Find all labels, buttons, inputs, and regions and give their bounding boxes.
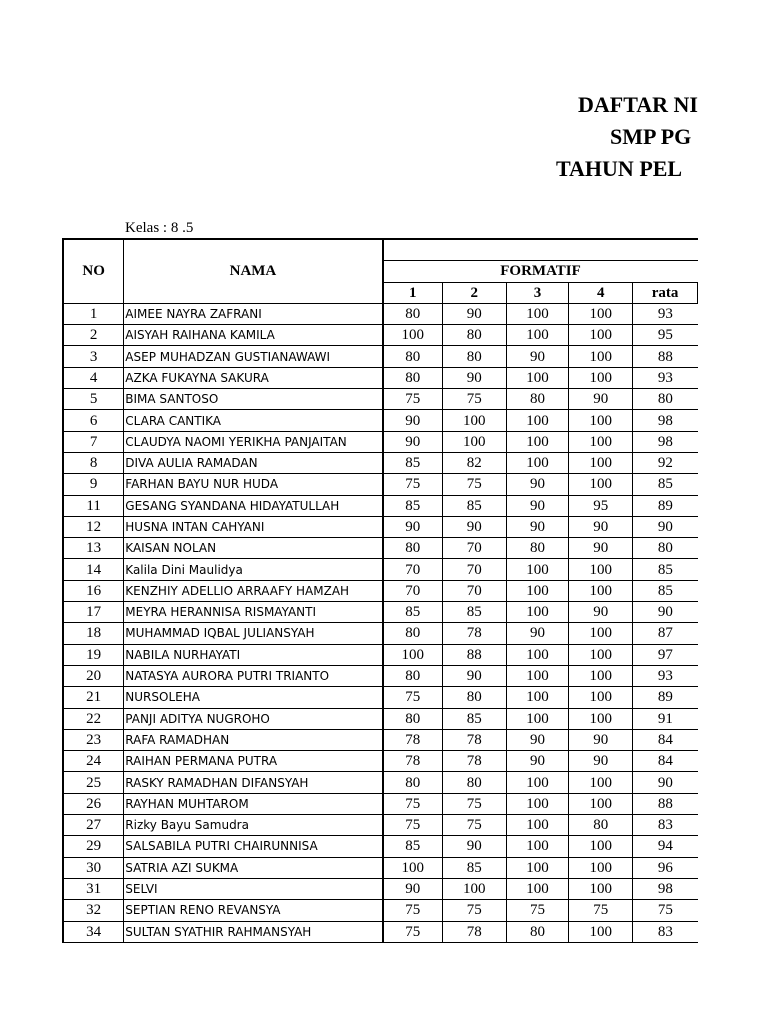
- cell-no: 29: [63, 836, 124, 857]
- cell-formatif-2: 85: [442, 857, 506, 878]
- table-row: [63, 538, 698, 559]
- header-sub-formatif-2: 2: [442, 282, 506, 303]
- cell-formatif-2: 90: [442, 367, 506, 388]
- cell-no: 4: [63, 367, 124, 388]
- cell-formatif-3: 100: [506, 431, 569, 452]
- cell-rata: 93: [633, 303, 698, 324]
- cell-formatif-2: 85: [442, 708, 506, 729]
- cell-formatif-2: 80: [442, 325, 506, 346]
- cell-formatif-1: 85: [383, 452, 443, 473]
- cell-formatif-1: 75: [383, 474, 443, 495]
- cell-rata: 90: [633, 516, 698, 537]
- cell-nama: PANJI ADITYA NUGROHO: [124, 708, 383, 729]
- cell-formatif-2: 100: [442, 410, 506, 431]
- cell-formatif-3: 100: [506, 367, 569, 388]
- cell-formatif-4: 90: [569, 751, 633, 772]
- cell-formatif-1: 70: [383, 559, 443, 580]
- cell-no: 23: [63, 729, 124, 750]
- table-row: [63, 580, 698, 601]
- cell-rata: 93: [633, 665, 698, 686]
- cell-formatif-3: 80: [506, 389, 569, 410]
- cell-formatif-2: 100: [442, 431, 506, 452]
- cell-nama: AISYAH RAIHANA KAMILA: [124, 325, 383, 346]
- cell-formatif-1: 80: [383, 708, 443, 729]
- cell-formatif-3: 100: [506, 325, 569, 346]
- cell-rata: 89: [633, 687, 698, 708]
- cell-rata: 85: [633, 559, 698, 580]
- cell-formatif-2: 90: [442, 665, 506, 686]
- cell-no: 30: [63, 857, 124, 878]
- cell-rata: 91: [633, 708, 698, 729]
- cell-formatif-4: 100: [569, 474, 633, 495]
- header-sub-rata: rata: [633, 282, 698, 303]
- cell-formatif-1: 75: [383, 900, 443, 921]
- table-row: [63, 474, 698, 495]
- cell-nama: KAISAN NOLAN: [124, 538, 383, 559]
- title-line-2: SMP PG: [610, 124, 692, 149]
- cell-rata: 93: [633, 367, 698, 388]
- cell-formatif-2: 75: [442, 793, 506, 814]
- cell-formatif-3: 100: [506, 559, 569, 580]
- header-sub-formatif-4: 4: [569, 282, 633, 303]
- cell-formatif-4: 100: [569, 580, 633, 601]
- cell-formatif-4: 100: [569, 772, 633, 793]
- cell-formatif-1: 80: [383, 772, 443, 793]
- cell-nama: KENZHIY ADELLIO ARRAAFY HAMZAH: [124, 580, 383, 601]
- cell-formatif-3: 100: [506, 303, 569, 324]
- grades-table: [62, 238, 698, 943]
- cell-formatif-3: 90: [506, 751, 569, 772]
- cell-nama: MUHAMMAD IQBAL JULIANSYAH: [124, 623, 383, 644]
- cell-formatif-3: 80: [506, 538, 569, 559]
- cell-rata: 85: [633, 580, 698, 601]
- header-blank: [383, 239, 698, 261]
- table-row: [63, 772, 698, 793]
- cell-formatif-3: 100: [506, 602, 569, 623]
- cell-nama: RAFA RAMADHAN: [124, 729, 383, 750]
- cell-formatif-1: 80: [383, 623, 443, 644]
- cell-nama: NURSOLEHA: [124, 687, 383, 708]
- cell-formatif-3: 100: [506, 878, 569, 899]
- cell-formatif-1: 85: [383, 836, 443, 857]
- cell-no: 27: [63, 815, 124, 836]
- cell-nama: ASEP MUHADZAN GUSTIANAWAWI: [124, 346, 383, 367]
- cell-formatif-4: 90: [569, 389, 633, 410]
- cell-formatif-3: 100: [506, 580, 569, 601]
- cell-formatif-4: 100: [569, 325, 633, 346]
- table-row: [63, 857, 698, 878]
- cell-no: 8: [63, 452, 124, 473]
- cell-formatif-2: 78: [442, 921, 506, 942]
- cell-rata: 80: [633, 389, 698, 410]
- cell-no: 12: [63, 516, 124, 537]
- cell-formatif-4: 100: [569, 346, 633, 367]
- cell-formatif-2: 75: [442, 474, 506, 495]
- cell-formatif-2: 78: [442, 751, 506, 772]
- cell-formatif-4: 100: [569, 452, 633, 473]
- cell-rata: 87: [633, 623, 698, 644]
- cell-rata: 80: [633, 538, 698, 559]
- cell-no: 22: [63, 708, 124, 729]
- cell-formatif-3: 100: [506, 857, 569, 878]
- cell-formatif-2: 90: [442, 303, 506, 324]
- cell-formatif-2: 70: [442, 580, 506, 601]
- cell-nama: MEYRA HERANNISA RISMAYANTI: [124, 602, 383, 623]
- cell-rata: 95: [633, 325, 698, 346]
- table-row: [63, 729, 698, 750]
- cell-no: 3: [63, 346, 124, 367]
- cell-formatif-3: 100: [506, 410, 569, 431]
- cell-nama: RAIHAN PERMANA PUTRA: [124, 751, 383, 772]
- cell-formatif-3: 90: [506, 516, 569, 537]
- cell-formatif-1: 80: [383, 665, 443, 686]
- table-row: [63, 665, 698, 686]
- cell-rata: 75: [633, 900, 698, 921]
- cell-no: 25: [63, 772, 124, 793]
- cell-no: 6: [63, 410, 124, 431]
- cell-no: 9: [63, 474, 124, 495]
- cell-formatif-4: 100: [569, 665, 633, 686]
- cell-formatif-2: 70: [442, 559, 506, 580]
- cell-no: 11: [63, 495, 124, 516]
- cell-no: 1: [63, 303, 124, 324]
- cell-rata: 90: [633, 772, 698, 793]
- cell-formatif-3: 100: [506, 665, 569, 686]
- cell-formatif-2: 90: [442, 836, 506, 857]
- cell-no: 34: [63, 921, 124, 942]
- cell-nama: SALSABILA PUTRI CHAIRUNNISA: [124, 836, 383, 857]
- title-line-3: TAHUN PEL: [556, 156, 683, 181]
- cell-formatif-4: 100: [569, 878, 633, 899]
- cell-formatif-2: 82: [442, 452, 506, 473]
- table-row: [63, 410, 698, 431]
- grades-table-container: [62, 238, 698, 946]
- cell-no: 13: [63, 538, 124, 559]
- cell-formatif-2: 100: [442, 878, 506, 899]
- cell-nama: Rizky Bayu Samudra: [124, 815, 383, 836]
- cell-nama: NABILA NURHAYATI: [124, 644, 383, 665]
- cell-formatif-1: 78: [383, 729, 443, 750]
- cell-formatif-1: 75: [383, 389, 443, 410]
- cell-formatif-4: 100: [569, 836, 633, 857]
- cell-formatif-3: 90: [506, 474, 569, 495]
- cell-rata: 85: [633, 474, 698, 495]
- cell-formatif-2: 80: [442, 772, 506, 793]
- cell-rata: 94: [633, 836, 698, 857]
- cell-formatif-2: 90: [442, 516, 506, 537]
- cell-no: 17: [63, 602, 124, 623]
- table-row: [63, 644, 698, 665]
- cell-formatif-4: 100: [569, 303, 633, 324]
- cell-rata: 83: [633, 815, 698, 836]
- cell-nama: SELVI: [124, 878, 383, 899]
- table-row: [63, 687, 698, 708]
- cell-formatif-4: 90: [569, 516, 633, 537]
- cell-formatif-1: 75: [383, 687, 443, 708]
- cell-formatif-4: 100: [569, 708, 633, 729]
- cell-nama: NATASYA AURORA PUTRI TRIANTO: [124, 665, 383, 686]
- cell-rata: 84: [633, 751, 698, 772]
- cell-no: 2: [63, 325, 124, 346]
- cell-formatif-3: 100: [506, 793, 569, 814]
- cell-formatif-2: 88: [442, 644, 506, 665]
- table-row: [63, 878, 698, 899]
- table-row: [63, 708, 698, 729]
- cell-nama: RAYHAN MUHTAROM: [124, 793, 383, 814]
- cell-formatif-4: 100: [569, 431, 633, 452]
- cell-formatif-2: 78: [442, 623, 506, 644]
- cell-formatif-1: 100: [383, 325, 443, 346]
- cell-nama: SULTAN SYATHIR RAHMANSYAH: [124, 921, 383, 942]
- cell-no: 19: [63, 644, 124, 665]
- cell-no: 26: [63, 793, 124, 814]
- header-sub-formatif-3: 3: [506, 282, 569, 303]
- cell-formatif-4: 100: [569, 367, 633, 388]
- cell-nama: BIMA SANTOSO: [124, 389, 383, 410]
- cell-formatif-1: 90: [383, 410, 443, 431]
- cell-formatif-1: 75: [383, 921, 443, 942]
- cell-formatif-3: 100: [506, 687, 569, 708]
- cell-formatif-3: 80: [506, 921, 569, 942]
- cell-no: 18: [63, 623, 124, 644]
- header-formatif: FORMATIF: [383, 261, 698, 282]
- table-row: [63, 602, 698, 623]
- cell-formatif-2: 78: [442, 729, 506, 750]
- cell-no: 16: [63, 580, 124, 601]
- cell-formatif-4: 90: [569, 602, 633, 623]
- cell-formatif-3: 100: [506, 452, 569, 473]
- cell-no: 31: [63, 878, 124, 899]
- cell-formatif-1: 85: [383, 602, 443, 623]
- table-row: [63, 516, 698, 537]
- cell-formatif-3: 75: [506, 900, 569, 921]
- cell-nama: AIMEE NAYRA ZAFRANI: [124, 303, 383, 324]
- cell-formatif-1: 78: [383, 751, 443, 772]
- cell-nama: HUSNA INTAN CAHYANI: [124, 516, 383, 537]
- cell-formatif-3: 100: [506, 708, 569, 729]
- cell-formatif-4: 90: [569, 538, 633, 559]
- cell-formatif-4: 100: [569, 793, 633, 814]
- cell-formatif-2: 75: [442, 815, 506, 836]
- cell-formatif-4: 100: [569, 921, 633, 942]
- cell-formatif-2: 80: [442, 687, 506, 708]
- title-line-1: DAFTAR NI: [578, 92, 698, 117]
- table-row: [63, 900, 698, 921]
- cell-formatif-1: 80: [383, 538, 443, 559]
- cell-no: 5: [63, 389, 124, 410]
- cell-nama: Kalila Dini Maulidya: [124, 559, 383, 580]
- cell-formatif-3: 90: [506, 346, 569, 367]
- table-row: [63, 815, 698, 836]
- cell-rata: 88: [633, 793, 698, 814]
- table-row: [63, 623, 698, 644]
- cell-nama: RASKY RAMADHAN DIFANSYAH: [124, 772, 383, 793]
- cell-formatif-2: 80: [442, 346, 506, 367]
- cell-no: 24: [63, 751, 124, 772]
- cell-formatif-2: 85: [442, 495, 506, 516]
- cell-formatif-1: 100: [383, 857, 443, 878]
- cell-formatif-3: 100: [506, 815, 569, 836]
- cell-formatif-3: 100: [506, 644, 569, 665]
- cell-rata: 90: [633, 602, 698, 623]
- cell-formatif-3: 90: [506, 495, 569, 516]
- cell-formatif-4: 100: [569, 644, 633, 665]
- cell-nama: CLAUDYA NAOMI YERIKHA PANJAITAN: [124, 431, 383, 452]
- header-no: NO: [63, 239, 124, 303]
- cell-formatif-1: 75: [383, 793, 443, 814]
- cell-rata: 96: [633, 857, 698, 878]
- cell-rata: 84: [633, 729, 698, 750]
- cell-formatif-3: 100: [506, 772, 569, 793]
- cell-no: 20: [63, 665, 124, 686]
- cell-rata: 89: [633, 495, 698, 516]
- cell-formatif-4: 80: [569, 815, 633, 836]
- cell-formatif-1: 80: [383, 303, 443, 324]
- cell-formatif-4: 90: [569, 729, 633, 750]
- table-row: [63, 921, 698, 942]
- cell-rata: 98: [633, 431, 698, 452]
- cell-formatif-1: 70: [383, 580, 443, 601]
- cell-no: 21: [63, 687, 124, 708]
- table-row: [63, 303, 698, 324]
- cell-formatif-4: 100: [569, 687, 633, 708]
- cell-nama: SEPTIAN RENO REVANSYA: [124, 900, 383, 921]
- cell-formatif-4: 95: [569, 495, 633, 516]
- cell-formatif-4: 100: [569, 410, 633, 431]
- cell-nama: GESANG SYANDANA HIDAYATULLAH: [124, 495, 383, 516]
- table-row: [63, 367, 698, 388]
- cell-no: 32: [63, 900, 124, 921]
- cell-formatif-1: 80: [383, 367, 443, 388]
- cell-formatif-4: 100: [569, 623, 633, 644]
- cell-formatif-1: 80: [383, 346, 443, 367]
- cell-formatif-1: 90: [383, 516, 443, 537]
- cell-formatif-2: 75: [442, 389, 506, 410]
- table-row: [63, 751, 698, 772]
- table-row: [63, 325, 698, 346]
- cell-formatif-3: 90: [506, 623, 569, 644]
- header-nama: NAMA: [124, 239, 383, 303]
- cell-formatif-1: 100: [383, 644, 443, 665]
- cell-nama: FARHAN BAYU NUR HUDA: [124, 474, 383, 495]
- cell-formatif-4: 75: [569, 900, 633, 921]
- cell-rata: 97: [633, 644, 698, 665]
- cell-formatif-1: 90: [383, 431, 443, 452]
- cell-nama: SATRIA AZI SUKMA: [124, 857, 383, 878]
- cell-formatif-3: 100: [506, 836, 569, 857]
- cell-rata: 92: [633, 452, 698, 473]
- cell-nama: AZKA FUKAYNA SAKURA: [124, 367, 383, 388]
- cell-nama: DIVA AULIA RAMADAN: [124, 452, 383, 473]
- cell-formatif-1: 75: [383, 815, 443, 836]
- cell-rata: 83: [633, 921, 698, 942]
- cell-formatif-2: 85: [442, 602, 506, 623]
- table-row: [63, 559, 698, 580]
- table-row: [63, 346, 698, 367]
- cell-rata: 98: [633, 878, 698, 899]
- cell-nama: CLARA CANTIKA: [124, 410, 383, 431]
- table-row: [63, 389, 698, 410]
- cell-no: 14: [63, 559, 124, 580]
- cell-formatif-3: 90: [506, 729, 569, 750]
- cell-formatif-1: 85: [383, 495, 443, 516]
- table-row: [63, 431, 698, 452]
- table-row: [63, 793, 698, 814]
- cell-formatif-4: 100: [569, 857, 633, 878]
- cell-rata: 88: [633, 346, 698, 367]
- class-label: Kelas : 8 .5: [125, 220, 194, 236]
- cell-formatif-2: 70: [442, 538, 506, 559]
- cell-formatif-4: 100: [569, 559, 633, 580]
- cell-rata: 98: [633, 410, 698, 431]
- table-row: [63, 836, 698, 857]
- table-row: [63, 452, 698, 473]
- cell-formatif-2: 75: [442, 900, 506, 921]
- header-sub-formatif-1: 1: [383, 282, 443, 303]
- table-row: [63, 495, 698, 516]
- cell-no: 7: [63, 431, 124, 452]
- cell-formatif-1: 90: [383, 878, 443, 899]
